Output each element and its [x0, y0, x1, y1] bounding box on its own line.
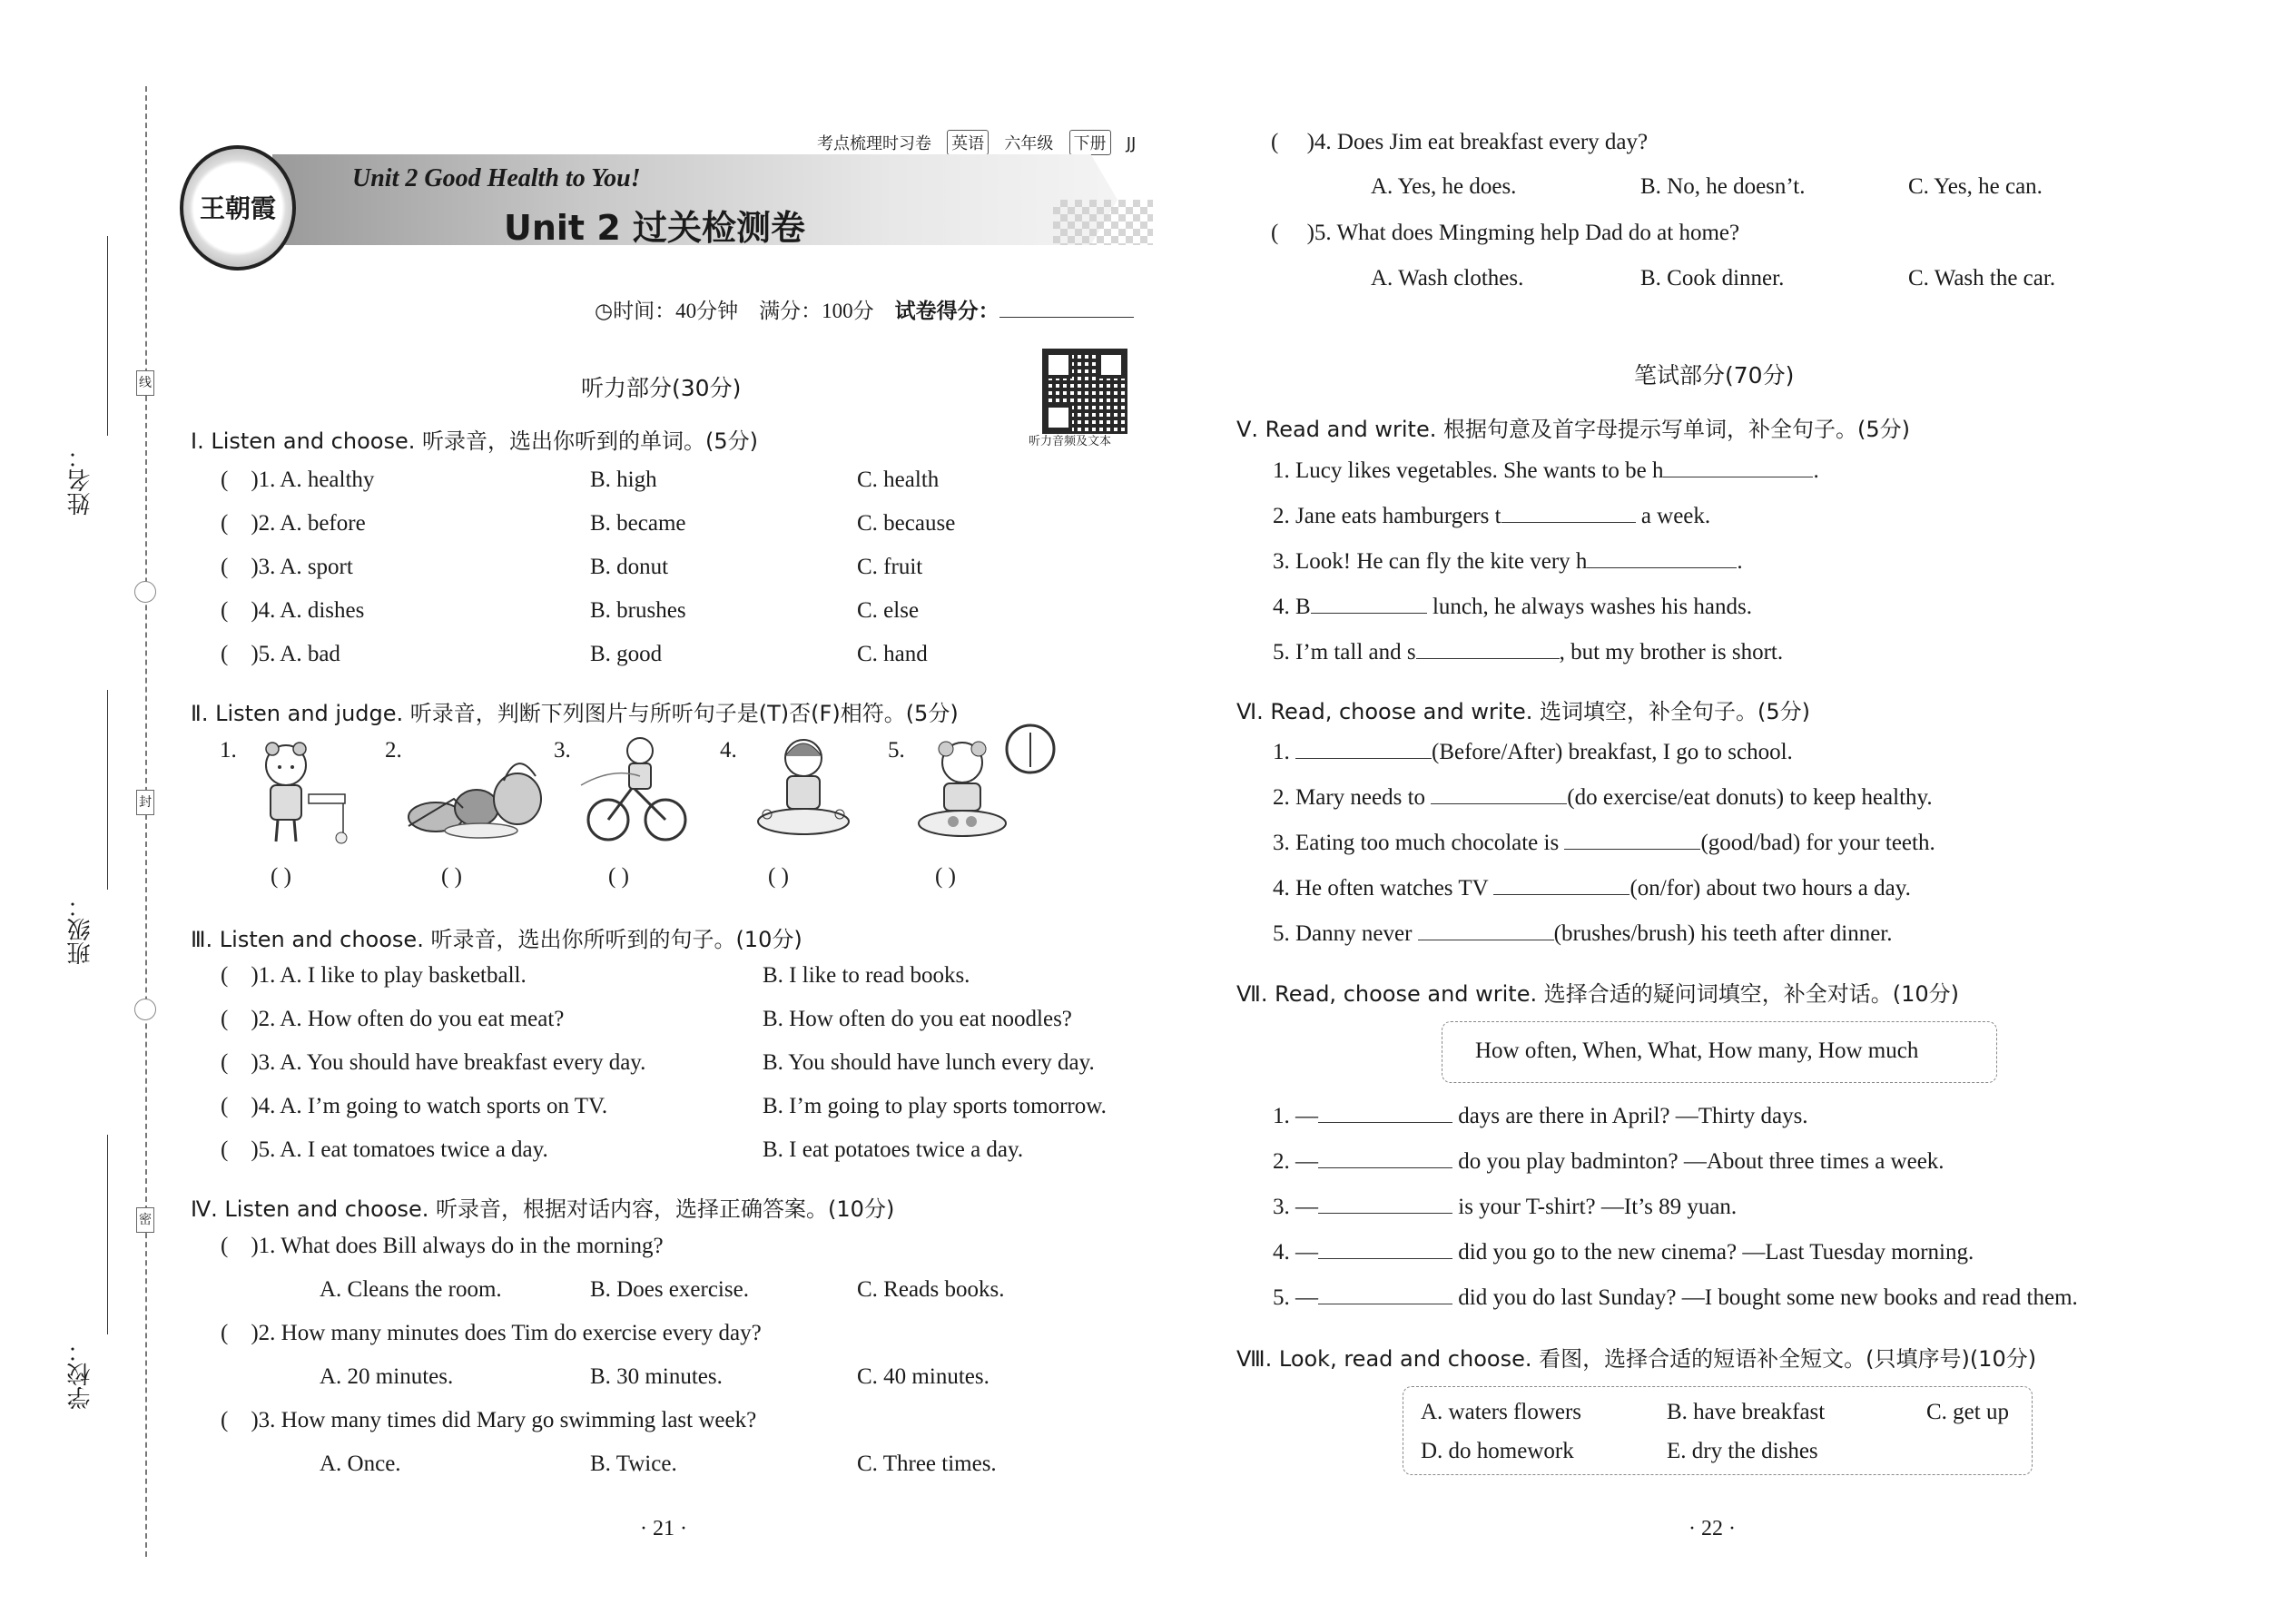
- picture-girl-washing-hands: [245, 731, 363, 849]
- qr-code-icon[interactable]: [1042, 349, 1127, 434]
- picture-number: 3.: [554, 738, 571, 763]
- list-item: ( )1. A. I like to play basketball.: [221, 963, 527, 988]
- option-b[interactable]: B. I like to read books.: [763, 963, 970, 988]
- answer-blank[interactable]: ( ): [608, 864, 629, 889]
- answer-blank[interactable]: [1318, 1284, 1452, 1304]
- fill-item: 5. — did you do last Sunday? —I bought some new books and read them.: [1273, 1285, 2078, 1310]
- section-3-title: Ⅲ. Listen and choose. 听录音，选出你所听到的句子。(10分): [191, 927, 802, 952]
- answer-blank[interactable]: [1663, 457, 1813, 477]
- section-1-title: Ⅰ. Listen and choose. 听录音，选出你听到的单词。(5分): [191, 428, 758, 454]
- fill-item: 4. He often watches TV (on/for) about two hours a day.: [1273, 876, 1911, 901]
- answer-blank[interactable]: [1493, 874, 1629, 895]
- fill-item: 1. (Before/After) breakfast, I go to school.: [1273, 740, 1793, 764]
- picture-number: 5.: [888, 738, 905, 763]
- school-label: 学校：: [67, 1339, 94, 1410]
- option-b[interactable]: B. No, he doesn’t.: [1640, 174, 1806, 199]
- phrase-option: E. dry the dishes: [1667, 1439, 1818, 1463]
- meta-subject: 英语: [947, 130, 989, 155]
- picture-girl-washing-dishes: [749, 731, 867, 849]
- class-line[interactable]: [107, 690, 108, 890]
- list-item: ( )2. A. How often do you eat meat?: [221, 1007, 565, 1031]
- question: ( )5. What does Mingming help Dad do at home?: [1271, 221, 1740, 245]
- answer-blank[interactable]: ( ): [441, 864, 462, 889]
- option-c[interactable]: C. 40 minutes.: [857, 1364, 989, 1389]
- option-c[interactable]: C. hand: [857, 642, 928, 666]
- picture-girl-eating-with-clock: [908, 722, 1062, 849]
- picture-boy-riding-bike: [576, 731, 694, 849]
- picture-vegetables: [399, 744, 554, 844]
- section-4-title: Ⅳ. Listen and choose. 听录音，根据对话内容，选择正确答案。(10分): [191, 1196, 895, 1222]
- listening-part-title: 听力部分(30分): [581, 375, 742, 401]
- question: ( )1. What does Bill always do in the morning?: [221, 1234, 664, 1258]
- question: ( )3. How many times did Mary go swimming last week?: [221, 1408, 757, 1432]
- binding-circle-mark: [134, 581, 156, 603]
- bind-mark-feng: 封: [136, 790, 154, 815]
- clock-icon: ◷: [595, 300, 614, 322]
- answer-blank[interactable]: [1564, 829, 1700, 850]
- header-meta: [817, 130, 1136, 155]
- option-b[interactable]: B. 30 minutes.: [590, 1364, 723, 1389]
- picture-number: 1.: [220, 738, 237, 763]
- section-5-title: Ⅴ. Read and write. 根据句意及首字母提示写单词，补全句子。(5分): [1236, 417, 1910, 442]
- list-item: ( )4. A. dishes: [221, 598, 365, 623]
- publisher-logo: 王朝霞: [180, 145, 296, 271]
- answer-blank[interactable]: ( ): [935, 864, 956, 889]
- full-score: 满分：100分: [759, 300, 874, 322]
- answer-blank[interactable]: [1418, 920, 1554, 940]
- answer-blank[interactable]: [1295, 738, 1432, 759]
- fill-item: 5. I’m tall and s , but my brother is short.: [1273, 640, 1784, 664]
- phrase-option: D. do homework: [1421, 1439, 1574, 1463]
- qr-caption: 听力音频及文本: [1029, 435, 1112, 448]
- fill-item: 3. — is your T-shirt? —It’s 89 yuan.: [1273, 1195, 1738, 1219]
- list-item: ( )1. A. healthy: [221, 468, 375, 492]
- option-c[interactable]: C. Three times.: [857, 1452, 997, 1476]
- option-b[interactable]: B. Does exercise.: [590, 1277, 749, 1302]
- meta-volume: 下册: [1069, 130, 1111, 155]
- time-limit: 时间：40分钟: [613, 300, 739, 322]
- answer-blank[interactable]: [1318, 1147, 1452, 1168]
- option-b[interactable]: B. brushes: [590, 598, 686, 623]
- fill-item: 2. Jane eats hamburgers t a week.: [1273, 504, 1711, 528]
- answer-blank[interactable]: ( ): [768, 864, 789, 889]
- list-item: ( )5. A. I eat tomatoes twice a day.: [221, 1137, 548, 1162]
- option-a[interactable]: A. Cleans the room.: [320, 1277, 502, 1302]
- option-b[interactable]: B. How often do you eat noodles?: [763, 1007, 1072, 1031]
- fill-item: 2. — do you play badminton? —About three times a week.: [1273, 1149, 1944, 1174]
- option-c[interactable]: C. else: [857, 598, 920, 623]
- option-c[interactable]: C. because: [857, 511, 956, 536]
- option-b[interactable]: B. I’m going to play sports tomorrow.: [763, 1094, 1107, 1118]
- option-a[interactable]: A. Yes, he does.: [1371, 174, 1517, 199]
- unit-subtitle: Unit 2 Good Health to You!: [352, 164, 641, 192]
- answer-blank[interactable]: ( ): [271, 864, 291, 889]
- binding-dashed-line: [145, 86, 147, 1557]
- option-c[interactable]: C. Wash the car.: [1908, 266, 2056, 290]
- option-b[interactable]: B. You should have lunch every day.: [763, 1050, 1095, 1075]
- option-a[interactable]: A. Once.: [320, 1452, 401, 1476]
- option-b[interactable]: B. donut: [590, 555, 669, 579]
- meta-edition: JJ: [1126, 134, 1137, 153]
- fill-item: 4. — did you go to the new cinema? —Last Tuesday morning.: [1273, 1240, 1974, 1265]
- answer-blank[interactable]: [1587, 547, 1737, 568]
- answer-blank[interactable]: [1318, 1193, 1452, 1214]
- answer-blank[interactable]: [1431, 783, 1567, 804]
- option-b[interactable]: B. Twice.: [590, 1452, 677, 1476]
- meta-series: 考点梳理时习卷: [817, 134, 931, 153]
- option-c[interactable]: C. health: [857, 468, 940, 492]
- picture-number: 4.: [720, 738, 737, 763]
- list-item: ( )5. A. bad: [221, 642, 340, 666]
- bind-mark-mi: 密: [136, 1207, 154, 1233]
- question: ( )4. Does Jim eat breakfast every day?: [1271, 130, 1649, 154]
- section-2-title: Ⅱ. Listen and judge. 听录音，判断下列图片与所听句子是(T)否(F)相符。(5分): [191, 701, 959, 726]
- answer-blank[interactable]: [1416, 638, 1560, 659]
- phrase-option: C. get up: [1926, 1400, 2009, 1424]
- name-label: 姓名：: [67, 445, 94, 516]
- list-item: ( )3. A. You should have breakfast every day.: [221, 1050, 646, 1075]
- phrase-option: B. have breakfast: [1667, 1400, 1826, 1424]
- option-b[interactable]: B. became: [590, 511, 686, 536]
- section-6-title: Ⅵ. Read, choose and write. 选词填空，补全句子。(5分): [1236, 699, 1811, 724]
- fill-item: 1. — days are there in April? —Thirty days.: [1273, 1104, 1808, 1128]
- answer-blank[interactable]: [1501, 502, 1636, 523]
- list-item: ( )3. A. sport: [221, 555, 353, 579]
- fill-item: 3. Look! He can fly the kite very h .: [1273, 549, 1743, 574]
- fill-item: 3. Eating too much chocolate is (good/bad) for your teeth.: [1273, 831, 1935, 855]
- option-b[interactable]: B. good: [590, 642, 663, 666]
- list-item: ( )4. A. I’m going to watch sports on TV.: [221, 1094, 608, 1118]
- option-c[interactable]: C. Reads books.: [857, 1277, 1005, 1302]
- option-c[interactable]: C. fruit: [857, 555, 923, 579]
- option-b[interactable]: B. high: [590, 468, 657, 492]
- answer-blank[interactable]: [1318, 1238, 1452, 1259]
- school-line[interactable]: [107, 1135, 108, 1334]
- option-b[interactable]: B. Cook dinner.: [1640, 266, 1785, 290]
- option-b[interactable]: B. I eat potatoes twice a day.: [763, 1137, 1024, 1162]
- writing-part-title: 笔试部分(70分): [1634, 362, 1795, 389]
- option-c[interactable]: C. Yes, he can.: [1908, 174, 2043, 199]
- section-8-title: Ⅷ. Look, read and choose. 看图，选择合适的短语补全短文。(只填序号)(10分): [1236, 1346, 2037, 1372]
- page-title: Unit 2 过关检测卷: [504, 208, 805, 248]
- option-a[interactable]: A. 20 minutes.: [320, 1364, 454, 1389]
- fill-item: 5. Danny never (brushes/brush) his teeth after dinner.: [1273, 921, 1893, 946]
- fill-item: 4. B lunch, he always washes his hands.: [1273, 595, 1752, 619]
- option-a[interactable]: A. Wash clothes.: [1371, 266, 1524, 290]
- list-item: ( )2. A. before: [221, 511, 366, 536]
- name-line[interactable]: [107, 236, 108, 436]
- page-number-left: · 21 ·: [640, 1517, 687, 1540]
- bind-mark-xian: 线: [136, 370, 154, 396]
- score-label: 试卷得分：: [894, 300, 999, 323]
- question: ( )2. How many minutes does Tim do exercise every day?: [221, 1321, 762, 1345]
- phrase-option: A. waters flowers: [1421, 1400, 1582, 1424]
- meta-grade: 六年级: [1004, 134, 1054, 153]
- answer-blank[interactable]: [1318, 1102, 1452, 1123]
- fill-item: 1. Lucy likes vegetables. She wants to be h .: [1273, 458, 1819, 483]
- word-bank: How often, When, What, How many, How much: [1475, 1038, 1919, 1063]
- fill-item: 2. Mary needs to (do exercise/eat donuts) to keep healthy.: [1273, 785, 1933, 810]
- score-field[interactable]: [999, 297, 1134, 318]
- answer-blank[interactable]: [1311, 593, 1427, 614]
- class-label: 班级：: [67, 894, 94, 965]
- page-number-right: · 22 ·: [1689, 1517, 1736, 1540]
- binding-circle-mark: [134, 999, 156, 1020]
- section-7-title: Ⅶ. Read, choose and write. 选择合适的疑问词填空，补全对话。(10分): [1236, 981, 1960, 1007]
- header-checker-decoration: [1053, 200, 1153, 245]
- picture-number: 2.: [385, 738, 402, 763]
- exam-info: [595, 294, 1134, 324]
